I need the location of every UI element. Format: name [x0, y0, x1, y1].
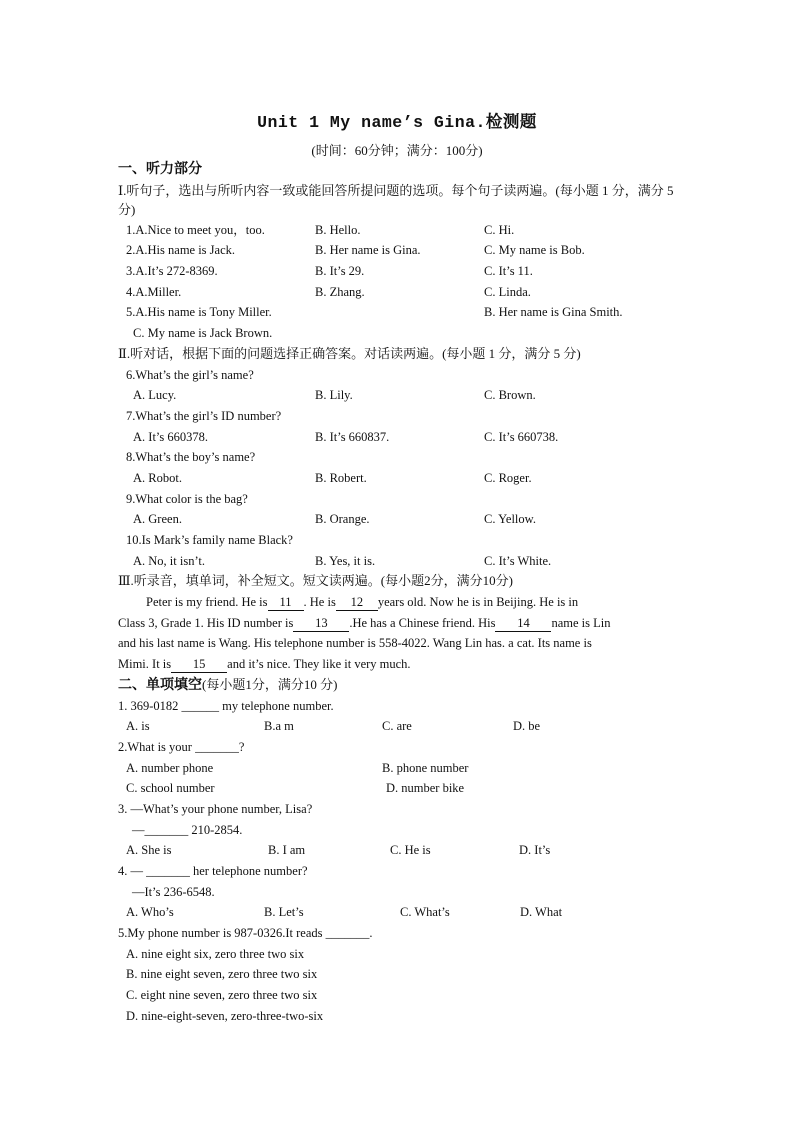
option-a: A. number phone [126, 760, 214, 775]
question-stem: 7.What’s the girl’s ID number? [126, 408, 282, 423]
question-row [118, 282, 678, 303]
option-a: 1.A.Nice to meet you，too. [126, 222, 265, 237]
option-line: C. eight nine seven, zero three two six [126, 988, 318, 1003]
option-c: C. My name is Bob. [484, 243, 585, 258]
question-reply: —_______ 210-2854. [132, 822, 243, 837]
option-d: D. What [520, 905, 563, 920]
question-row [118, 778, 678, 799]
question-stem: 8.What’s the boy’s name? [126, 450, 256, 465]
instruction: Ⅰ.听句子，选出与所听内容一致或能回答所提问题的选项。每个句子读两遍。(每小题 1 分，满分 5 分) [118, 182, 674, 217]
option-b: B. Zhang. [315, 284, 365, 299]
blank-11[interactable]: 11 [268, 595, 304, 611]
option-a: 4.A.Miller. [126, 284, 182, 299]
option-a: A. Green. [133, 512, 182, 527]
option-a: 3.A.It’s 272-8369. [126, 264, 218, 279]
question-row [118, 468, 678, 489]
option-a: 5.A.His name is Tony Miller. [126, 305, 272, 320]
option-a: A. It’s 660378. [133, 429, 208, 444]
option-b: B. It’s 29. [315, 264, 365, 279]
option-b: B. Robert. [315, 470, 367, 485]
blank-12[interactable]: 12 [336, 595, 378, 611]
option-c: C. What’s [400, 905, 450, 920]
option-b: B. Hello. [315, 222, 361, 237]
question-row [118, 323, 678, 344]
option-line: B. nine eight seven, zero three two six [126, 967, 318, 982]
option-c: C. Brown. [484, 388, 536, 403]
option-b: B. I am [268, 843, 306, 858]
option-c: C. Roger. [484, 470, 532, 485]
question-stem: 6.What’s the girl’s name? [126, 367, 254, 382]
option-d: D. number bike [386, 781, 465, 796]
option-c: C. Yellow. [484, 512, 536, 527]
option-b: B. Her name is Gina Smith. [484, 305, 623, 320]
option-c: C. It’s White. [484, 553, 552, 568]
question-row [118, 427, 678, 448]
blank-14[interactable]: 14 [495, 616, 551, 632]
question-stem: 3. —What’s your phone number, Lisa? [118, 801, 313, 816]
option-c: C. My name is Jack Brown. [133, 326, 273, 341]
option-a: A. Who’s [126, 905, 174, 920]
instruction: Ⅱ.听对话，根据下面的问题选择正确答案。对话读两遍。(每小题 1 分，满分 5 分) [118, 345, 581, 361]
question-row [118, 551, 678, 572]
question-reply: —It’s 236-6548. [132, 884, 215, 899]
option-c: C. are [382, 719, 412, 734]
question-stem: 1. 369-0182 ______ my telephone number. [118, 698, 334, 713]
question-stem: 4. — _______ her telephone number? [118, 864, 308, 878]
question-stem: 9.What color is the bag? [126, 491, 248, 506]
worksheet-content [118, 160, 678, 1027]
option-b: B. It’s 660837. [315, 429, 390, 444]
option-c: C. It’s 11. [484, 264, 533, 279]
option-b: B. Her name is Gina. [315, 243, 421, 258]
option-b: B. phone number [382, 760, 469, 775]
option-d: D. It’s [519, 843, 551, 858]
blank-15[interactable]: 15 [171, 657, 227, 673]
option-c: C. Linda. [484, 284, 531, 299]
option-line: A. nine eight six, zero three two six [126, 946, 305, 961]
section-note: (每小题1分，满分10 分) [202, 676, 338, 692]
question-row [118, 261, 678, 282]
question-stem: 5.My phone number is 987-0326.It reads _______. [118, 926, 373, 941]
page-subtitle: (时间：60分钟；满分：100分) [311, 143, 483, 158]
option-b: B. Orange. [315, 512, 370, 527]
section-heading: 二、单项填空(每小题1分，满分10 分) [118, 676, 338, 693]
passage: Peter is my friend. He is 11 . He is 12 years old. Now he is in Beijing. He is in Class 3, Grade 1. His ID number is 13 .He has a Chinese friend. His 14 name is Lin and his last name is Wang. His telephone number is 558-4022. Wang Lin has. a cat. Its name is Mimi. It is 15 and it’s nice. They like it very much. [118, 595, 611, 672]
option-a: A. No, it isn’t. [133, 553, 205, 568]
section-heading: 一、听力部分 [118, 162, 202, 177]
option-b: B. Yes, it is. [315, 553, 376, 568]
option-c: C. He is [390, 843, 431, 858]
question-row [118, 385, 678, 406]
option-b: B. Let’s [264, 905, 304, 920]
option-line: D. nine-eight-seven, zero-three-two-six [126, 1008, 324, 1023]
option-d: D. be [513, 719, 541, 734]
question-row [118, 758, 678, 779]
option-a: A. Lucy. [133, 388, 177, 403]
option-a: A. She is [126, 843, 172, 858]
option-a: A. is [126, 719, 150, 734]
question-row [118, 716, 678, 737]
option-c: C. It’s 660738. [484, 429, 559, 444]
question-row [118, 902, 678, 923]
option-c: C. school number [126, 781, 215, 796]
page-title: Unit 1 My name’s Gina.检测题 [257, 113, 537, 132]
option-b: B. Lily. [315, 388, 353, 403]
question-stem: 10.Is Mark’s family name Black? [126, 533, 293, 547]
question-row [118, 840, 678, 861]
option-a: 2.A.His name is Jack. [126, 243, 236, 258]
option-a: A. Robot. [133, 470, 182, 485]
question-row [118, 220, 678, 241]
option-c: C. Hi. [484, 222, 515, 237]
question-stem: 2.What is your _______? [118, 739, 245, 754]
question-row [118, 509, 678, 530]
question-row [118, 240, 678, 261]
option-b: B.a m [264, 719, 294, 734]
instruction: Ⅲ.听录音，填单词，补全短文。短文读两遍。(每小题2分，满分10分) [118, 573, 513, 589]
blank-13[interactable]: 13 [293, 616, 349, 632]
question-row [118, 302, 678, 323]
